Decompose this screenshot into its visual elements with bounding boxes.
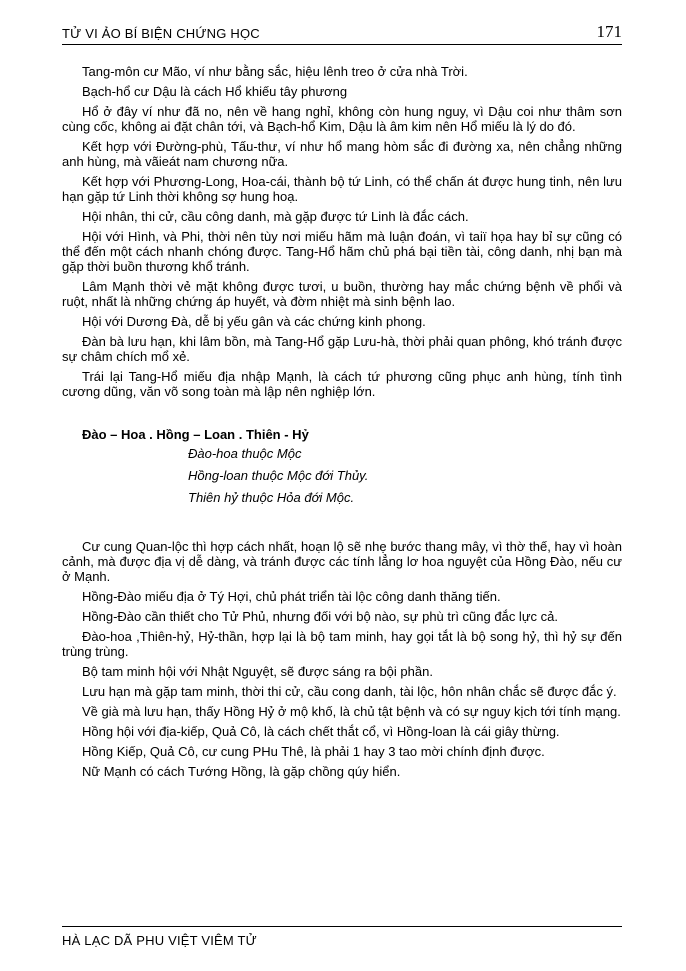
paragraph: Hổ ở đây ví như đã no, nên về hang nghỉ, không còn hung nguy, vì Dậu coi như thâm sơn cùng cốc, không ai đặt chân tới, và Bạch-hổ Kim, Dậu là âm kim nên Hổ miếu là lý do đó.: [62, 104, 622, 134]
section-spacer: [62, 512, 622, 539]
paragraph: Hội với Dương Đà, dễ bị yếu gân và các chứng kinh phong.: [82, 314, 426, 329]
paragraph: Kết hợp với Phương-Long, Hoa-cái, thành bộ tứ Linh, có thể chấn át được hung tinh, nên lưu hạn gặp tứ Linh thời không sợ hung hoạ.: [62, 174, 622, 204]
paragraph: Cư cung Quan-lộc thì hợp cách nhất, hoạn lộ sẽ nhẹ bước thang mây, vì thờ thế, hay vì hoàn cảnh, mà được địa vị dễ dàng, và tránh được các tính lẳng lơ hoa nguyệt của Hồng Đào, nếu cư ở Mạnh.: [62, 539, 622, 584]
paragraph: Tang-môn cư Mão, ví như bằng sắc, hiệu lênh treo ở cửa nhà Trời.: [82, 64, 468, 79]
paragraph: Nữ Mạnh có cách Tướng Hồng, là gặp chồng qúy hiển.: [82, 764, 401, 779]
paragraph: Lâm Mạnh thời vẻ mặt không được tươi, u buồn, thường hay mắc chứng bệnh về phổi và ruột, nhất là những chứng áp huyết, và đờm nhiệt mà sinh bệnh lao.: [62, 279, 622, 309]
paragraph: Lưu hạn mà gặp tam minh, thời thi cử, cầu cong danh, tài lộc, hôn nhân chắc sẽ được đắc ý.: [82, 684, 617, 699]
paragraph: Đào-hoa ,Thiên-hỷ, Hỷ-thần, hợp lại là bộ tam minh, hay gọi tắt là bộ song hỷ, thì hỷ sự đến trùng trùng.: [62, 629, 622, 659]
footer-text: HÀ LẠC DÃ PHU VIỆT VIÊM TỬ: [62, 933, 257, 948]
section-subline: Hồng-loan thuộc Mộc đới Thủy.: [188, 468, 369, 483]
paragraph: Hồng Kiếp, Quả Cô, cư cung PHu Thê, là phải 1 hay 3 tao mời chính định được.: [82, 744, 545, 759]
paragraph: Hồng hội với địa-kiếp, Quả Cô, là cách chết thắt cổ, vì Hồng-loan là cái giây thừng.: [82, 724, 560, 739]
section-subline: Thiên hỷ thuộc Hỏa đới Mộc.: [188, 490, 355, 505]
page-header: [62, 22, 622, 45]
page-footer: [62, 926, 622, 950]
paragraph: Kết hợp với Đường-phù, Tấu-thư, ví như hổ mang hòm sắc đi đường xa, nên chẳng những anh hùng, mà vãieát nam chương nữa.: [62, 139, 622, 169]
paragraph: Hồng-Đào miếu địa ở Tý Hợi, chủ phát triển tài lộc công danh thăng tiến.: [82, 589, 501, 604]
paragraph: Hội nhân, thi cử, cầu công danh, mà gặp được tứ Linh là đắc cách.: [82, 209, 469, 224]
section-subline: Đào-hoa thuộc Mộc: [188, 446, 302, 461]
paragraph: Hồng-Đào cần thiết cho Tử Phủ, nhưng đối với bộ nào, sự phù trì cũng đắc lực cả.: [82, 609, 558, 624]
running-title: TỬ VI ẢO BÍ BIỆN CHỨNG HỌC: [62, 26, 260, 41]
page-body: [62, 64, 622, 784]
paragraph: Bộ tam minh hội với Nhật Nguyệt, sẽ được sáng ra bội phần.: [82, 664, 433, 679]
paragraph: Hội với Hình, và Phi, thời nên tùy nơi miếu hãm mà luận đoán, vì taiï họa hay bỉ sự cũng có thể đến một cách nhanh chóng được. Tang-Hổ hãm chủ phá bại tiền tài, công danh, nhị bạn mà gặp thời buồn thương khổ tránh.: [62, 229, 622, 274]
paragraph: Về già mà lưu hạn, thấy Hồng Hỷ ở mộ khố, là chủ tật bệnh và có sự nguy kịch tới tính mạng.: [82, 704, 621, 719]
paragraph: Bạch-hổ cư Dậu là cách Hổ khiếu tây phương: [82, 84, 348, 99]
page-number: 171: [596, 22, 622, 41]
paragraph: Đàn bà lưu hạn, khi lâm bồn, mà Tang-Hổ gặp Lưu-hà, thời phải quan phông, khó tránh được sự châm chích mổ xẻ.: [62, 334, 622, 364]
section-heading: Đào – Hoa . Hồng – Loan . Thiên - Hỷ: [82, 427, 309, 442]
paragraph: Trái lại Tang-Hổ miếu địa nhập Mạnh, là cách tứ phương cũng phục anh hùng, tính tình cương dũng, văn võ song toàn mà lập nên nghiệp lớn.: [62, 369, 622, 399]
